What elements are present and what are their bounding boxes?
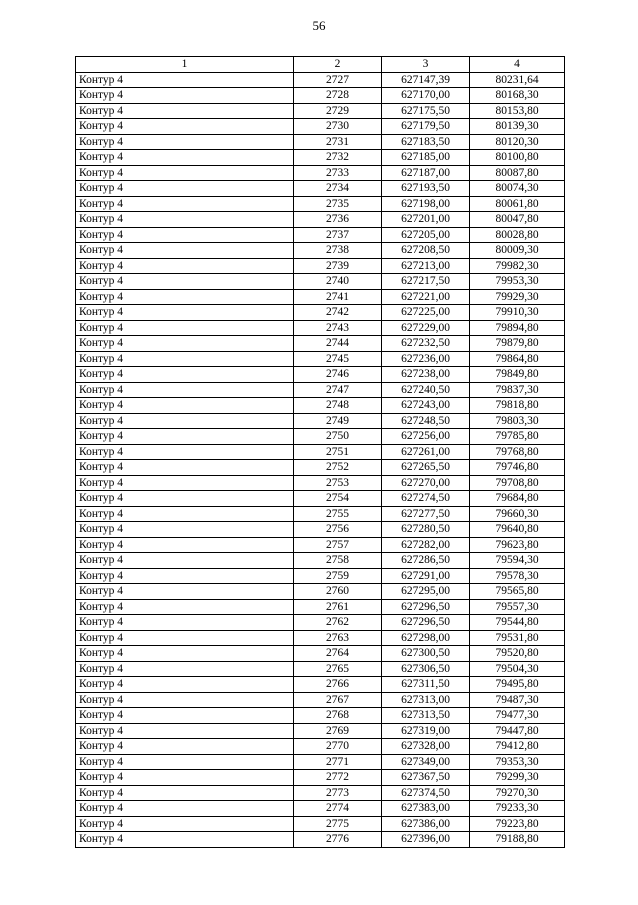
x-coordinate-cell: 627205,00 [382, 227, 470, 243]
contour-name-cell: Контур 4 [76, 134, 294, 150]
column-header-4: 4 [470, 57, 565, 73]
contour-name-cell: Контур 4 [76, 708, 294, 724]
y-coordinate-cell: 79623,80 [470, 537, 565, 553]
point-number-cell: 2743 [294, 320, 382, 336]
x-coordinate-cell: 627277,50 [382, 506, 470, 522]
table-header-row [76, 57, 565, 73]
point-number-cell: 2732 [294, 150, 382, 166]
y-coordinate-cell: 79565,80 [470, 584, 565, 600]
point-number-cell: 2774 [294, 801, 382, 817]
y-coordinate-cell: 80074,30 [470, 181, 565, 197]
x-coordinate-cell: 627319,00 [382, 723, 470, 739]
table-row [76, 320, 565, 336]
contour-name-cell: Контур 4 [76, 754, 294, 770]
table-row [76, 723, 565, 739]
x-coordinate-cell: 627193,50 [382, 181, 470, 197]
contour-name-cell: Контур 4 [76, 506, 294, 522]
point-number-cell: 2754 [294, 491, 382, 507]
contour-name-cell: Контур 4 [76, 739, 294, 755]
y-coordinate-cell: 79660,30 [470, 506, 565, 522]
x-coordinate-cell: 627198,00 [382, 196, 470, 212]
table-row [76, 816, 565, 832]
x-coordinate-cell: 627313,00 [382, 692, 470, 708]
table-row [76, 103, 565, 119]
table-row [76, 258, 565, 274]
contour-name-cell: Контур 4 [76, 646, 294, 662]
x-coordinate-cell: 627296,50 [382, 599, 470, 615]
y-coordinate-cell: 79708,80 [470, 475, 565, 491]
contour-name-cell: Контур 4 [76, 150, 294, 166]
point-number-cell: 2740 [294, 274, 382, 290]
table-row [76, 460, 565, 476]
x-coordinate-cell: 627248,50 [382, 413, 470, 429]
contour-name-cell: Контур 4 [76, 491, 294, 507]
y-coordinate-cell: 79188,80 [470, 832, 565, 848]
x-coordinate-cell: 627256,00 [382, 429, 470, 445]
x-coordinate-cell: 627386,00 [382, 816, 470, 832]
y-coordinate-cell: 79910,30 [470, 305, 565, 321]
y-coordinate-cell: 79233,30 [470, 801, 565, 817]
table-row [76, 630, 565, 646]
table-row [76, 661, 565, 677]
x-coordinate-cell: 627240,50 [382, 382, 470, 398]
contour-name-cell: Контур 4 [76, 460, 294, 476]
y-coordinate-cell: 80009,30 [470, 243, 565, 259]
table-row [76, 615, 565, 631]
contour-name-cell: Контур 4 [76, 599, 294, 615]
x-coordinate-cell: 627213,00 [382, 258, 470, 274]
y-coordinate-cell: 79953,30 [470, 274, 565, 290]
contour-name-cell: Контур 4 [76, 320, 294, 336]
point-number-cell: 2767 [294, 692, 382, 708]
table-row [76, 227, 565, 243]
y-coordinate-cell: 80139,30 [470, 119, 565, 135]
contour-name-cell: Контур 4 [76, 568, 294, 584]
y-coordinate-cell: 79504,30 [470, 661, 565, 677]
table-row [76, 212, 565, 228]
table-row [76, 367, 565, 383]
y-coordinate-cell: 79578,30 [470, 568, 565, 584]
y-coordinate-cell: 80153,80 [470, 103, 565, 119]
table-row [76, 708, 565, 724]
y-coordinate-cell: 80047,80 [470, 212, 565, 228]
x-coordinate-cell: 627374,50 [382, 785, 470, 801]
x-coordinate-cell: 627221,00 [382, 289, 470, 305]
point-number-cell: 2756 [294, 522, 382, 538]
point-number-cell: 2749 [294, 413, 382, 429]
point-number-cell: 2750 [294, 429, 382, 445]
point-number-cell: 2772 [294, 770, 382, 786]
y-coordinate-cell: 80231,64 [470, 72, 565, 88]
table-row [76, 584, 565, 600]
table-row [76, 491, 565, 507]
x-coordinate-cell: 627282,00 [382, 537, 470, 553]
x-coordinate-cell: 627296,50 [382, 615, 470, 631]
contour-name-cell: Контур 4 [76, 227, 294, 243]
point-number-cell: 2728 [294, 88, 382, 104]
y-coordinate-cell: 80120,30 [470, 134, 565, 150]
point-number-cell: 2729 [294, 103, 382, 119]
table-row [76, 506, 565, 522]
contour-name-cell: Контур 4 [76, 444, 294, 460]
table-row [76, 522, 565, 538]
point-number-cell: 2769 [294, 723, 382, 739]
y-coordinate-cell: 79768,80 [470, 444, 565, 460]
y-coordinate-cell: 79879,80 [470, 336, 565, 352]
point-number-cell: 2762 [294, 615, 382, 631]
contour-name-cell: Контур 4 [76, 770, 294, 786]
x-coordinate-cell: 627232,50 [382, 336, 470, 352]
contour-name-cell: Контур 4 [76, 522, 294, 538]
x-coordinate-cell: 627270,00 [382, 475, 470, 491]
y-coordinate-cell: 80168,30 [470, 88, 565, 104]
x-coordinate-cell: 627201,00 [382, 212, 470, 228]
y-coordinate-cell: 79894,80 [470, 320, 565, 336]
contour-name-cell: Контур 4 [76, 88, 294, 104]
point-number-cell: 2768 [294, 708, 382, 724]
y-coordinate-cell: 79544,80 [470, 615, 565, 631]
y-coordinate-cell: 79640,80 [470, 522, 565, 538]
x-coordinate-cell: 627265,50 [382, 460, 470, 476]
x-coordinate-cell: 627300,50 [382, 646, 470, 662]
contour-name-cell: Контур 4 [76, 103, 294, 119]
x-coordinate-cell: 627170,00 [382, 88, 470, 104]
contour-name-cell: Контур 4 [76, 832, 294, 848]
point-number-cell: 2738 [294, 243, 382, 259]
table-row [76, 770, 565, 786]
table-row [76, 801, 565, 817]
point-number-cell: 2747 [294, 382, 382, 398]
point-number-cell: 2759 [294, 568, 382, 584]
table-row [76, 599, 565, 615]
contour-name-cell: Контур 4 [76, 336, 294, 352]
table-body [76, 72, 565, 847]
x-coordinate-cell: 627183,50 [382, 134, 470, 150]
table-row [76, 692, 565, 708]
point-number-cell: 2761 [294, 599, 382, 615]
point-number-cell: 2755 [294, 506, 382, 522]
table-row [76, 429, 565, 445]
x-coordinate-cell: 627185,00 [382, 150, 470, 166]
table-row [76, 336, 565, 352]
table-row [76, 119, 565, 135]
y-coordinate-cell: 79487,30 [470, 692, 565, 708]
x-coordinate-cell: 627349,00 [382, 754, 470, 770]
contour-name-cell: Контур 4 [76, 630, 294, 646]
table-row [76, 72, 565, 88]
contour-name-cell: Контур 4 [76, 429, 294, 445]
point-number-cell: 2733 [294, 165, 382, 181]
y-coordinate-cell: 79477,30 [470, 708, 565, 724]
table-row [76, 398, 565, 414]
point-number-cell: 2760 [294, 584, 382, 600]
x-coordinate-cell: 627311,50 [382, 677, 470, 693]
table-row [76, 677, 565, 693]
y-coordinate-cell: 79837,30 [470, 382, 565, 398]
y-coordinate-cell: 79746,80 [470, 460, 565, 476]
point-number-cell: 2763 [294, 630, 382, 646]
table-row [76, 754, 565, 770]
contour-name-cell: Контур 4 [76, 165, 294, 181]
point-number-cell: 2757 [294, 537, 382, 553]
y-coordinate-cell: 79495,80 [470, 677, 565, 693]
contour-name-cell: Контур 4 [76, 305, 294, 321]
point-number-cell: 2741 [294, 289, 382, 305]
y-coordinate-cell: 79594,30 [470, 553, 565, 569]
table-row [76, 351, 565, 367]
y-coordinate-cell: 80028,80 [470, 227, 565, 243]
x-coordinate-cell: 627298,00 [382, 630, 470, 646]
column-header-2: 2 [294, 57, 382, 73]
y-coordinate-cell: 79520,80 [470, 646, 565, 662]
table-row [76, 785, 565, 801]
x-coordinate-cell: 627238,00 [382, 367, 470, 383]
contour-name-cell: Контур 4 [76, 584, 294, 600]
point-number-cell: 2737 [294, 227, 382, 243]
x-coordinate-cell: 627286,50 [382, 553, 470, 569]
point-number-cell: 2765 [294, 661, 382, 677]
point-number-cell: 2758 [294, 553, 382, 569]
contour-name-cell: Контур 4 [76, 119, 294, 135]
y-coordinate-cell: 79447,80 [470, 723, 565, 739]
contour-name-cell: Контур 4 [76, 367, 294, 383]
x-coordinate-cell: 627208,50 [382, 243, 470, 259]
x-coordinate-cell: 627187,00 [382, 165, 470, 181]
y-coordinate-cell: 79684,80 [470, 491, 565, 507]
contour-name-cell: Контур 4 [76, 475, 294, 491]
contour-name-cell: Контур 4 [76, 196, 294, 212]
y-coordinate-cell: 79818,80 [470, 398, 565, 414]
point-number-cell: 2771 [294, 754, 382, 770]
page-number: 56 [312, 18, 326, 33]
contour-name-cell: Контур 4 [76, 723, 294, 739]
contour-name-cell: Контур 4 [76, 537, 294, 553]
y-coordinate-cell: 79353,30 [470, 754, 565, 770]
x-coordinate-cell: 627396,00 [382, 832, 470, 848]
column-header-1: 1 [76, 57, 294, 73]
table-row [76, 305, 565, 321]
point-number-cell: 2744 [294, 336, 382, 352]
x-coordinate-cell: 627225,00 [382, 305, 470, 321]
x-coordinate-cell: 627261,00 [382, 444, 470, 460]
contour-name-cell: Контур 4 [76, 692, 294, 708]
point-number-cell: 2739 [294, 258, 382, 274]
point-number-cell: 2742 [294, 305, 382, 321]
table-row [76, 165, 565, 181]
x-coordinate-cell: 627291,00 [382, 568, 470, 584]
table-row [76, 134, 565, 150]
point-number-cell: 2751 [294, 444, 382, 460]
contour-name-cell: Контур 4 [76, 274, 294, 290]
x-coordinate-cell: 627175,50 [382, 103, 470, 119]
contour-name-cell: Контур 4 [76, 816, 294, 832]
y-coordinate-cell: 79849,80 [470, 367, 565, 383]
point-number-cell: 2764 [294, 646, 382, 662]
point-number-cell: 2731 [294, 134, 382, 150]
y-coordinate-cell: 80100,80 [470, 150, 565, 166]
contour-name-cell: Контур 4 [76, 801, 294, 817]
contour-name-cell: Контур 4 [76, 677, 294, 693]
point-number-cell: 2734 [294, 181, 382, 197]
point-number-cell: 2730 [294, 119, 382, 135]
x-coordinate-cell: 627274,50 [382, 491, 470, 507]
point-number-cell: 2727 [294, 72, 382, 88]
table-row [76, 739, 565, 755]
contour-name-cell: Контур 4 [76, 398, 294, 414]
point-number-cell: 2766 [294, 677, 382, 693]
point-number-cell: 2748 [294, 398, 382, 414]
contour-name-cell: Контур 4 [76, 382, 294, 398]
y-coordinate-cell: 79557,30 [470, 599, 565, 615]
y-coordinate-cell: 79223,80 [470, 816, 565, 832]
contour-name-cell: Контур 4 [76, 243, 294, 259]
y-coordinate-cell: 79412,80 [470, 739, 565, 755]
contour-name-cell: Контур 4 [76, 72, 294, 88]
coordinates-table [75, 56, 565, 848]
y-coordinate-cell: 80087,80 [470, 165, 565, 181]
table-row [76, 646, 565, 662]
point-number-cell: 2770 [294, 739, 382, 755]
table-row [76, 444, 565, 460]
table-row [76, 150, 565, 166]
x-coordinate-cell: 627383,00 [382, 801, 470, 817]
contour-name-cell: Контур 4 [76, 661, 294, 677]
y-coordinate-cell: 79864,80 [470, 351, 565, 367]
x-coordinate-cell: 627306,50 [382, 661, 470, 677]
y-coordinate-cell: 79982,30 [470, 258, 565, 274]
table-row [76, 243, 565, 259]
contour-name-cell: Контур 4 [76, 785, 294, 801]
y-coordinate-cell: 79270,30 [470, 785, 565, 801]
x-coordinate-cell: 627367,50 [382, 770, 470, 786]
point-number-cell: 2753 [294, 475, 382, 491]
table-row [76, 413, 565, 429]
contour-name-cell: Контур 4 [76, 289, 294, 305]
contour-name-cell: Контур 4 [76, 212, 294, 228]
y-coordinate-cell: 79929,30 [470, 289, 565, 305]
y-coordinate-cell: 79299,30 [470, 770, 565, 786]
point-number-cell: 2776 [294, 832, 382, 848]
table-row [76, 289, 565, 305]
y-coordinate-cell: 80061,80 [470, 196, 565, 212]
contour-name-cell: Контур 4 [76, 181, 294, 197]
y-coordinate-cell: 79531,80 [470, 630, 565, 646]
point-number-cell: 2775 [294, 816, 382, 832]
table-row [76, 196, 565, 212]
contour-name-cell: Контур 4 [76, 615, 294, 631]
y-coordinate-cell: 79803,30 [470, 413, 565, 429]
table-row [76, 181, 565, 197]
table-row [76, 832, 565, 848]
x-coordinate-cell: 627328,00 [382, 739, 470, 755]
point-number-cell: 2745 [294, 351, 382, 367]
y-coordinate-cell: 79785,80 [470, 429, 565, 445]
x-coordinate-cell: 627313,50 [382, 708, 470, 724]
x-coordinate-cell: 627217,50 [382, 274, 470, 290]
table-row [76, 553, 565, 569]
point-number-cell: 2735 [294, 196, 382, 212]
x-coordinate-cell: 627229,00 [382, 320, 470, 336]
x-coordinate-cell: 627236,00 [382, 351, 470, 367]
contour-name-cell: Контур 4 [76, 413, 294, 429]
table-row [76, 88, 565, 104]
contour-name-cell: Контур 4 [76, 553, 294, 569]
table-row [76, 274, 565, 290]
point-number-cell: 2773 [294, 785, 382, 801]
x-coordinate-cell: 627179,50 [382, 119, 470, 135]
x-coordinate-cell: 627243,00 [382, 398, 470, 414]
x-coordinate-cell: 627280,50 [382, 522, 470, 538]
x-coordinate-cell: 627295,00 [382, 584, 470, 600]
table-row [76, 475, 565, 491]
contour-name-cell: Контур 4 [76, 258, 294, 274]
point-number-cell: 2736 [294, 212, 382, 228]
table-row [76, 568, 565, 584]
column-header-3: 3 [382, 57, 470, 73]
contour-name-cell: Контур 4 [76, 351, 294, 367]
table-row [76, 382, 565, 398]
table-row [76, 537, 565, 553]
point-number-cell: 2746 [294, 367, 382, 383]
x-coordinate-cell: 627147,39 [382, 72, 470, 88]
point-number-cell: 2752 [294, 460, 382, 476]
